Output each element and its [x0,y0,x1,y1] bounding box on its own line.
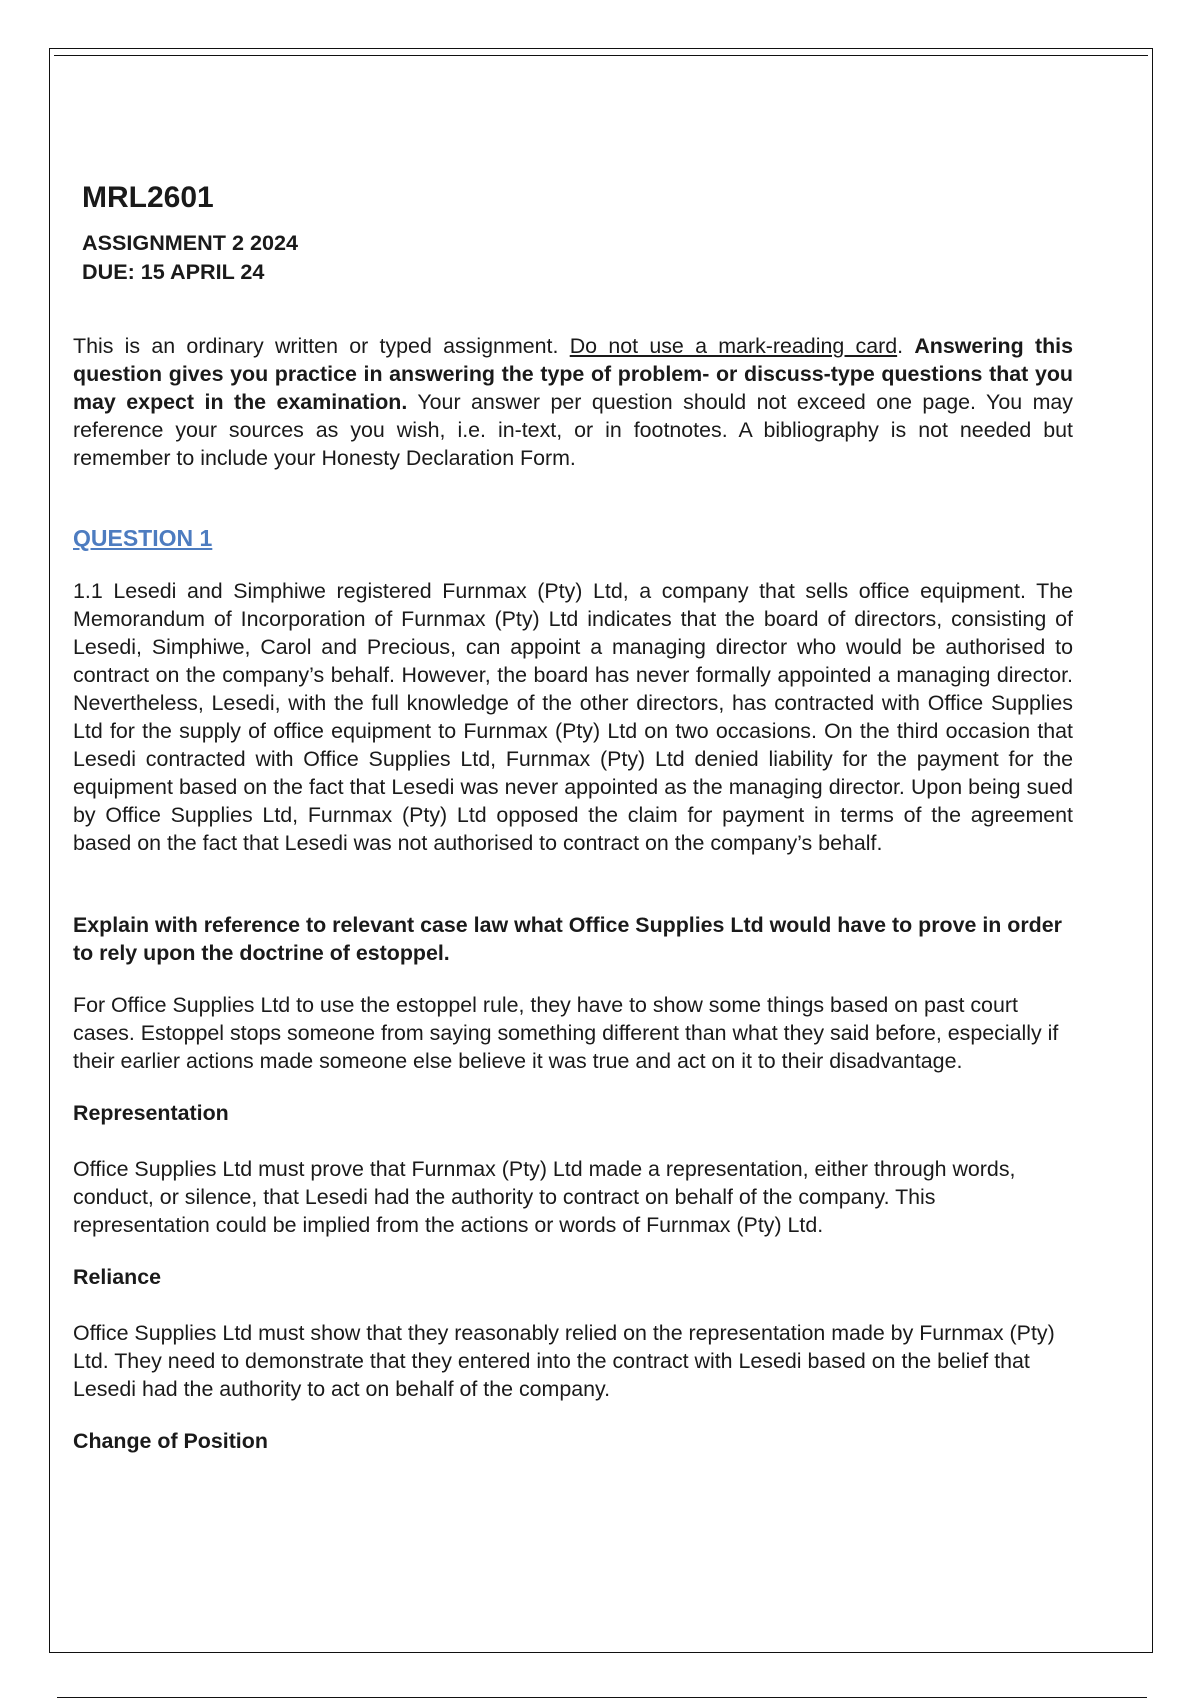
course-code: MRL2601 [82,181,214,214]
question-task: Explain with reference to relevant case law what Office Supplies Ltd would have to prove in order to rely upon the doctrine of estoppel. [73,913,1062,965]
section-title-reliance: Reliance [73,1265,161,1289]
section-title-representation: Representation [73,1101,229,1125]
intro-rest: Your answer per question should not exceed one page. You may reference your sources as you wish, i.e. in-text, or in footnotes. A bibliography is not needed but remember to include your Honesty Declaration Form. [73,390,1073,470]
intro-lead: This is an ordinary written or typed assignment. [73,334,559,358]
section-title-change-of-position: Change of Position [73,1429,268,1453]
document-content [73,172,1073,1455]
top-inner-rule [54,55,1148,56]
assignment-title: ASSIGNMENT 2 2024 [82,230,299,255]
intro-underlined-instruction: Do not use a mark-reading card [569,334,898,358]
intro-paragraph [73,332,1073,472]
answer-intro: For Office Supplies Ltd to use the estoppel rule, they have to show some things based on past court cases. Estoppel stops someone from saying something different than what they said before, especially if their earlier actions made someone else believe it was true and act on it to their disadvantage. [73,993,1059,1073]
intro-period: . [897,334,904,358]
due-date: DUE: 15 APRIL 24 [82,259,265,284]
intro-bold-statement: Answering this question gives you practice in answering the type of problem- or discuss-type questions that you may expect in the examination. [73,334,1073,414]
section-body-representation: Office Supplies Ltd must prove that Furnmax (Pty) Ltd made a representation, either through words, conduct, or silence, that Lesedi had the authority to contract on behalf of the company. This representation could be implied from the actions or words of Furnmax (Pty) Ltd. [73,1157,1016,1237]
question-scenario: 1.1 Lesedi and Simphiwe registered Furnmax (Pty) Ltd, a company that sells office equipment. The Memorandum of Incorporation of Furnmax (Pty) Ltd indicates that the board of directors, consisting of Lesedi, Simphiwe, Carol and Precious, can appoint a managing director who would be authorised to contract on the company’s behalf. However, the board has never formally appointed a managing director. Nevertheless, Lesedi, with the full knowledge of the other directors, has contracted with Office Supplies Ltd for the supply of office equipment to Furnmax (Pty) Ltd on two occasions. On the third occasion that Lesedi contracted with Office Supplies Ltd, Furnmax (Pty) Ltd denied liability for the payment for the equipment based on the fact that Lesedi was never appointed as the managing director. Upon being sued by Office Supplies Ltd, Furnmax (Pty) Ltd opposed the claim for payment in terms of the agreement based on the fact that Lesedi was not authorised to contract on the company’s behalf. [73,579,1073,855]
next-page-top-rule [57,1697,1147,1698]
section-body-reliance: Office Supplies Ltd must show that they reasonably relied on the representation made by Furnmax (Pty) Ltd. They need to demonstrate that they entered into the contract with Lesedi based on the belief that Lesedi had the authority to act on behalf of the company. [73,1321,1055,1401]
question-heading: QUESTION 1 [73,525,213,551]
